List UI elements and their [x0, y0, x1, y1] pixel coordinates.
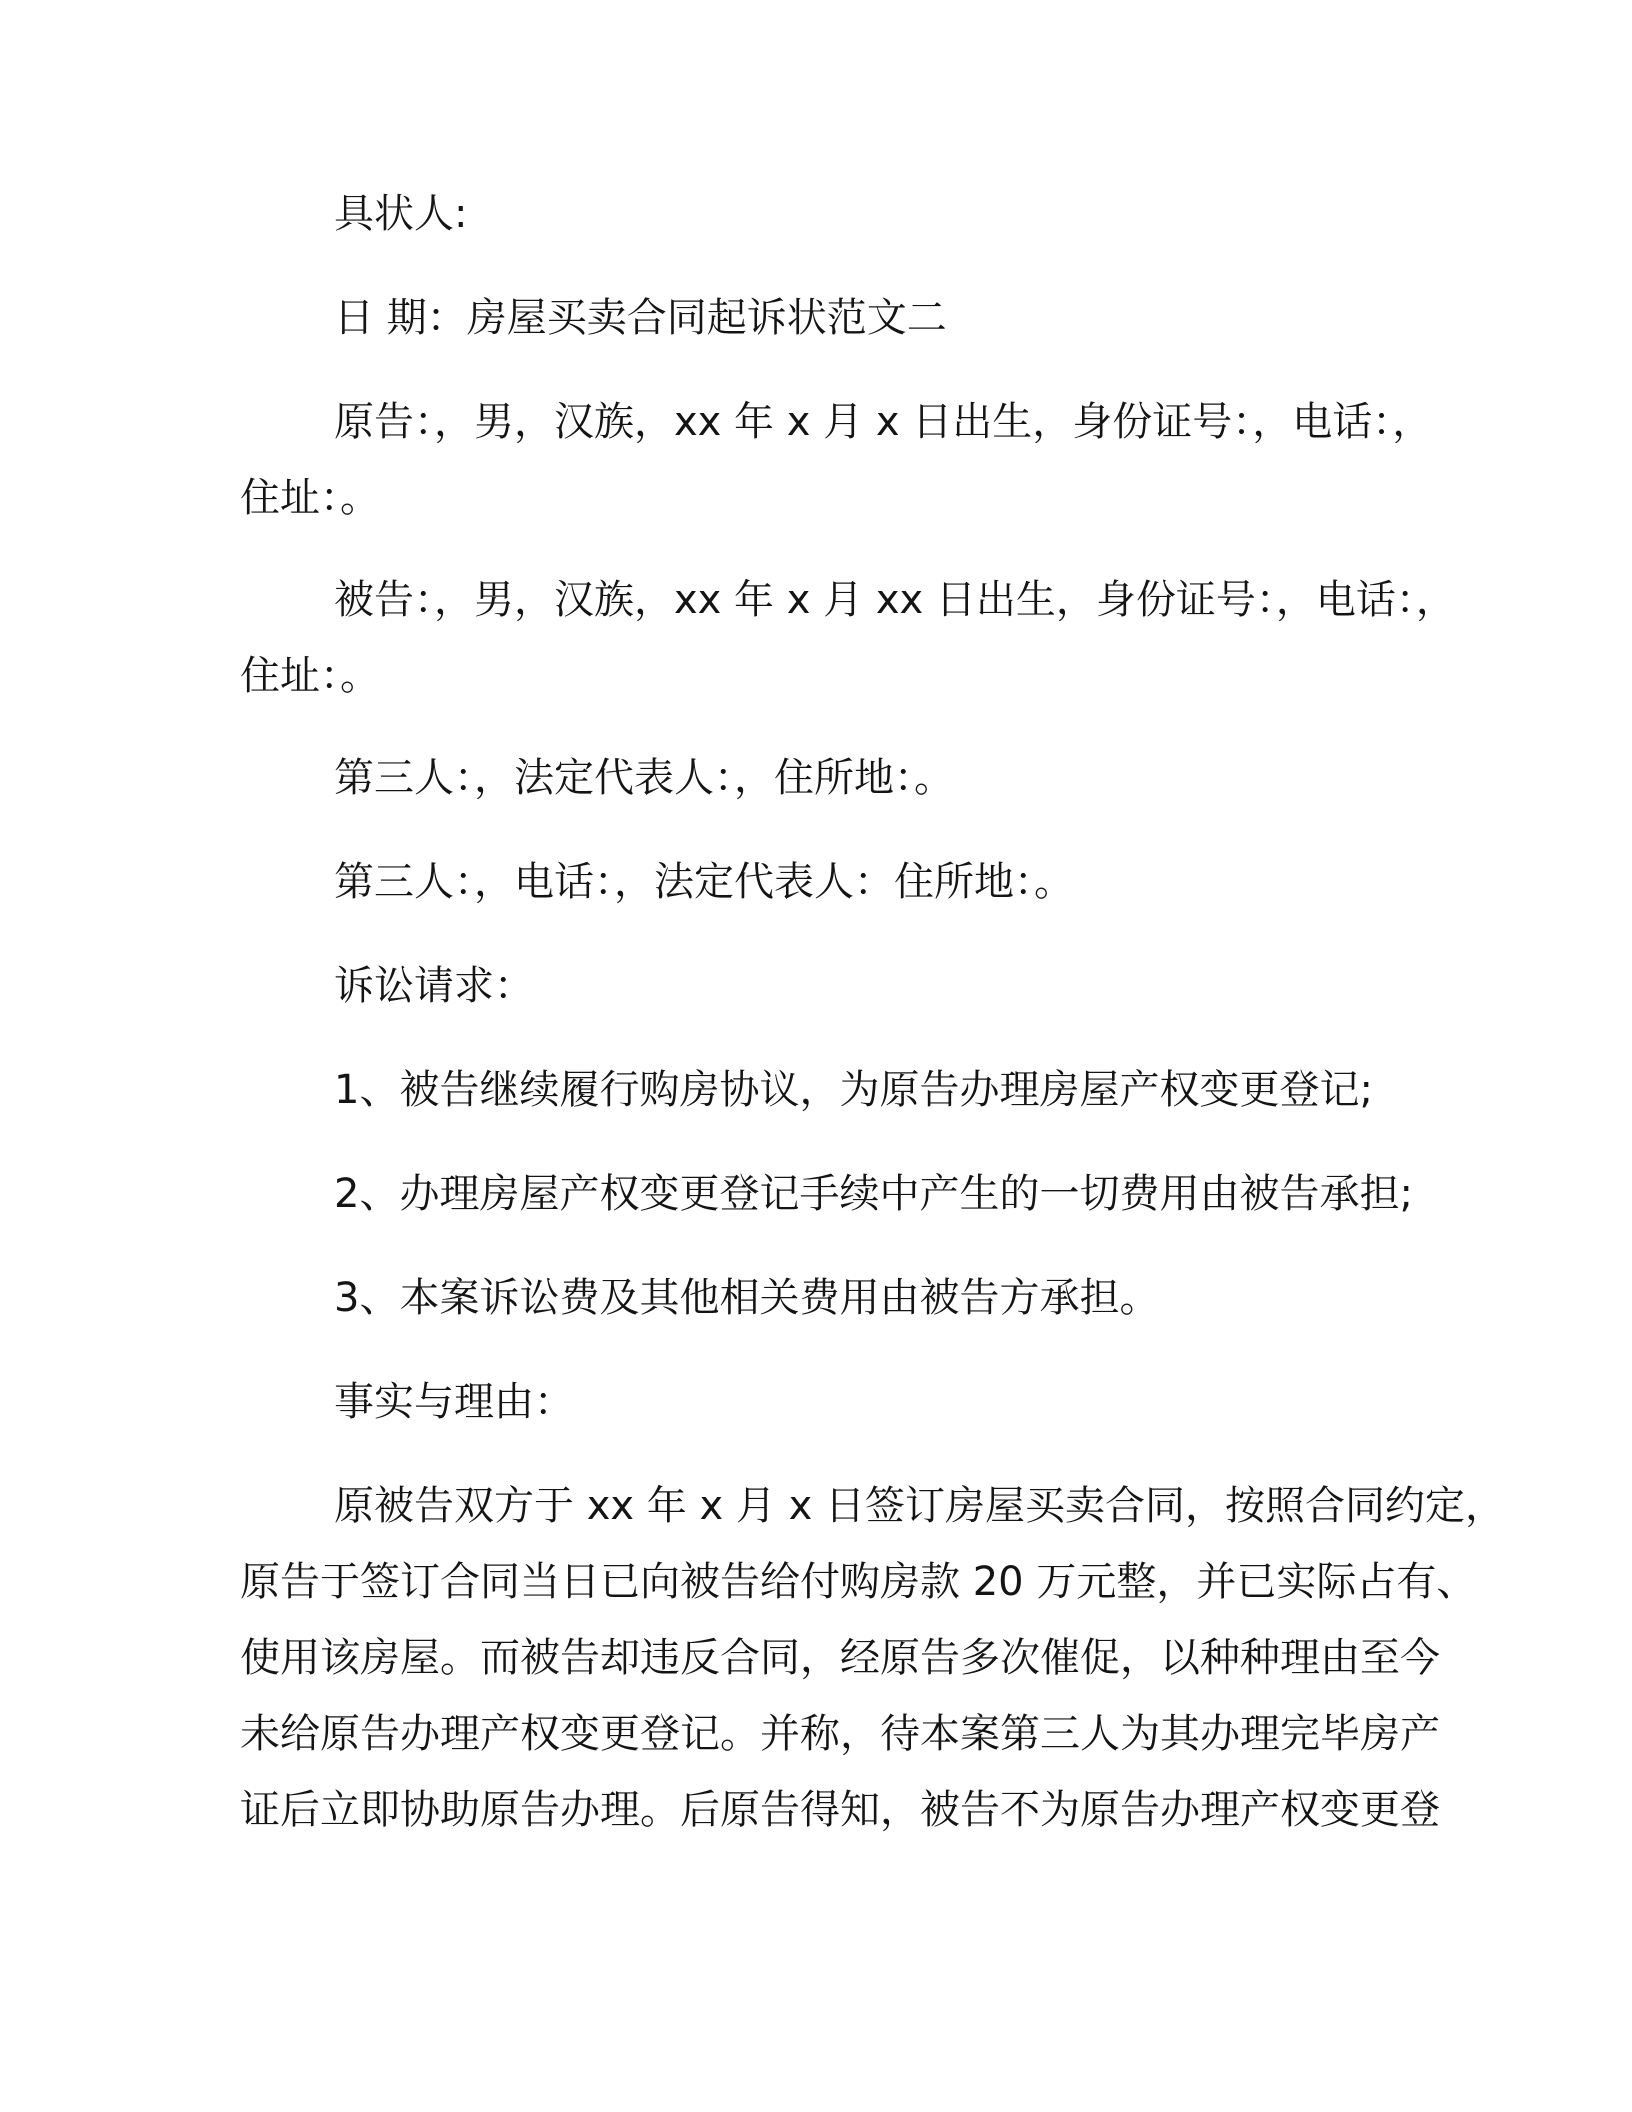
facts-line-4: 未给原告办理产权变更登记。并称，待本案第三人为其办理完毕房产 [240, 1711, 1440, 1757]
date-text: 日 期：房屋买卖合同起诉状范文二 [334, 295, 947, 341]
claim-3-text: 3、本案诉讼费及其他相关费用由被告方承担。 [334, 1275, 1160, 1321]
third-party-2-text: 第三人：，电话：，法定代表人：住所地：。 [334, 859, 1074, 905]
defendant-line-1: 被告：，男，汉族，xx 年 x 月 xx 日出生，身份证号：，电话：， [334, 577, 1456, 623]
signature-line [240, 176, 1400, 252]
claims-heading [240, 948, 1400, 1024]
claim-item [240, 1052, 1400, 1128]
signature-text: 具状人: [334, 191, 468, 237]
third-party-1-text: 第三人：，法定代表人：，住所地：。 [334, 755, 954, 801]
facts-line-5: 证后立即协助原告办理。后原告得知，被告不为原告办理产权变更登 [240, 1787, 1440, 1833]
claim-item [240, 1156, 1413, 1232]
claims-heading-text: 诉讼请求： [334, 963, 534, 1009]
plaintiff-line-2: 住址：。 [240, 475, 380, 521]
defendant-paragraph [240, 562, 1456, 714]
facts-paragraph [240, 1468, 1505, 1848]
defendant-line-2: 住址：。 [240, 653, 380, 699]
facts-line-1: 原被告双方于 xx 年 x 月 x 日签订房屋买卖合同，按照合同约定， [334, 1483, 1505, 1529]
third-party-1-line [240, 740, 1400, 816]
plaintiff-paragraph [240, 384, 1433, 536]
facts-line-2: 原告于签订合同当日已向被告给付购房款 20 万元整，并已实际占有、 [240, 1559, 1477, 1605]
plaintiff-line-1: 原告：，男，汉族，xx 年 x 月 x 日出生，身份证号：，电话：， [334, 399, 1433, 445]
claim-2-text: 2、办理房屋产权变更登记手续中产生的一切费用由被告承担; [334, 1171, 1413, 1217]
claim-item [240, 1260, 1400, 1336]
facts-heading-text: 事实与理由： [334, 1379, 574, 1425]
claim-1-text: 1、被告继续履行购房协议，为原告办理房屋产权变更登记; [334, 1067, 1373, 1113]
date-line [240, 280, 1400, 356]
third-party-2-line [240, 844, 1400, 920]
facts-line-3: 使用该房屋。而被告却违反合同，经原告多次催促，以种种理由至今 [240, 1635, 1440, 1681]
facts-heading [240, 1364, 1400, 1440]
